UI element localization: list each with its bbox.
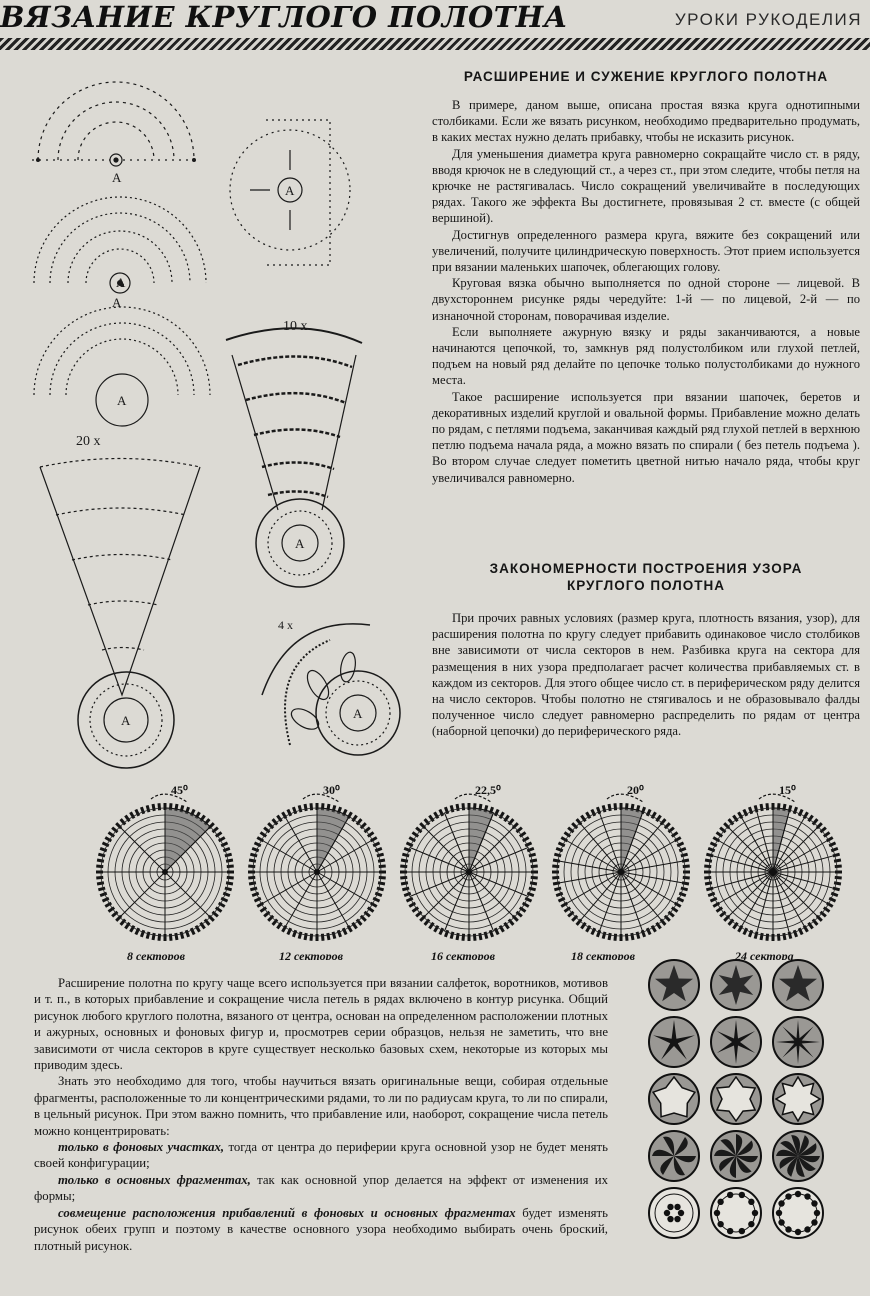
motif-item bbox=[711, 1074, 761, 1124]
center-letter: А bbox=[116, 275, 126, 290]
emphasis: только в фоновых участках, bbox=[58, 1140, 225, 1155]
list-item bbox=[34, 1139, 608, 1172]
motif-item bbox=[711, 1188, 761, 1238]
diagram-semicircle-1 bbox=[32, 82, 200, 166]
sector-circle bbox=[704, 783, 842, 960]
sector-circle bbox=[96, 783, 234, 960]
motif-item bbox=[649, 1131, 699, 1181]
section-heading: КРУГЛОГО ПОЛОТНА bbox=[566, 578, 726, 593]
sector-circle bbox=[400, 783, 538, 960]
sector-angle-label: 45⁰ bbox=[171, 783, 188, 797]
sector-angle-label: 22,5⁰ bbox=[475, 783, 501, 797]
center-letter: А bbox=[353, 706, 363, 721]
center-letter: А bbox=[112, 170, 122, 185]
motif-item bbox=[711, 1017, 761, 1067]
bottom-text bbox=[34, 975, 608, 1254]
paragraph: Если выполняете ажурную вязку и ряды заканчиваются, а новые начинаются цепочкой, то, замкнув ряд полустолбиком или глухой петлей, подъем на новый ряд делайте по цепочке только полустолбиками до нужного места. bbox=[432, 324, 860, 388]
section-heading: ЗАКОНОМЕРНОСТИ ПОСТРОЕНИЯ УЗОРА bbox=[489, 561, 803, 576]
sector-caption: 16 секторов bbox=[431, 949, 495, 960]
paragraph: В примере, даном выше, описана простая вязка круга однотипными столбиками. Если же вязать рисунком, необходимо предварительно продумать, в каких местах нужно делать прибавку, чтобы не исказить рисунок. bbox=[432, 98, 860, 145]
sector-angle-label: 15⁰ bbox=[779, 783, 796, 797]
paragraph: Достигнув определенного размера круга, вяжите без сокращений или увеличений, получите цилиндрическую поверхность. Этот прием используется при вязании маленьких шапочек, облегающих голову. bbox=[432, 227, 860, 275]
sector-caption: 24 сектора bbox=[735, 949, 794, 960]
item-text: так как основной упор делается на эффект от изменения их формы; bbox=[34, 1172, 609, 1204]
sector-circle bbox=[248, 783, 386, 960]
list-item bbox=[34, 1172, 608, 1205]
paragraph: Такое расширение используется при вязании шапочек, беретов и декоративных изделий круглой и овальной формы. Прибавление можно делать по рядам, с петлями подъема, заканчивая каждый ряд глухой петлей в верхнюю петлю подъема начала ряда, а можно вязать по спирали ( без петель подъема ). Во втором случае следует пометить цветной нитью начало ряда, чтобы круг увеличивался равномерно. bbox=[432, 389, 860, 485]
paragraph: Для уменьшения диаметра круга равномерно сокращайте число ст. в ряду, вводя крючок не в следующий ст., а через ст., при этом следите, чтобы петля на крючке не растягивалась. Число сокращений увеличивайте в последующих рядах. Такого же эффекта Вы достигнете, провязывая 2 ст. вместе (с общей вершиной). bbox=[432, 146, 860, 226]
sector-circle bbox=[552, 783, 690, 960]
item-text: будет изменять рисунок обеих групп и поэтому в качестве основного узора необходимо выбирать очень броский, плотный рисунок. bbox=[34, 1205, 608, 1253]
emphasis: совмещение расположения прибавлений в фоновых и основных фрагментах bbox=[58, 1205, 516, 1220]
diagram-halfcircle-3 bbox=[34, 307, 210, 426]
repeat-label: 10 х bbox=[283, 319, 308, 334]
sector-caption: 8 секторов bbox=[127, 949, 185, 960]
sector-angle-label: 30⁰ bbox=[323, 783, 340, 797]
center-letter: А bbox=[295, 536, 305, 551]
sector-angle-label: 20⁰ bbox=[627, 783, 644, 797]
paragraph: При прочих равных условиях (размер круга, плотность вязания, узор), для расширения полотна по кругу следует прибавить одинаковое число столбиков вне зависимоти от числа секторов в нем. Разбивка круга на сектора для размещения в них узора предполагает расчет количества прибавляемых ст. в каждом из секторов. Для этого общее число ст. в периферическом ряду делится на число секторов. Чтобы полотно не стягивалось и не образовывало фалды полученное число следует равномерно распределить по рядам от центра (наборной цепочки) до периферического ряда. bbox=[432, 611, 860, 739]
diagram-tower-6 bbox=[226, 328, 362, 587]
item-text: тогда от центра до периферии круга основной узор не будет менять своей конфигурации; bbox=[34, 1140, 608, 1171]
diagram-wedge-4 bbox=[40, 459, 200, 769]
motif-item bbox=[711, 960, 761, 1010]
motif-item bbox=[649, 1074, 699, 1124]
paragraph: Знать это необходимо для того, чтобы научиться вязать оригинальные вещи, собирая отдельные фрагменты, расположенные то ли концентрическими рядами, то ли по радиусам круга, то ли по спирали, в цельный рисунок. При этом важно помнить, что прибавление или, наоборот, сокращение числа петель можно концентрировать: bbox=[34, 1074, 608, 1138]
motif-item bbox=[649, 1188, 699, 1238]
motif-grid bbox=[640, 955, 865, 1245]
center-letter: А bbox=[112, 295, 122, 310]
section-heading: РАСШИРЕНИЕ И СУЖЕНИЕ КРУГЛОГО ПОЛОТНА bbox=[463, 69, 829, 84]
section-expansion bbox=[432, 68, 860, 486]
list-item bbox=[34, 1205, 608, 1254]
center-letter: А bbox=[121, 713, 131, 728]
sector-caption: 18 секторов bbox=[571, 949, 635, 960]
center-letter: А bbox=[285, 183, 295, 198]
crochet-diagrams bbox=[0, 55, 440, 785]
motif-item bbox=[773, 1074, 823, 1124]
repeat-label: 20 х bbox=[76, 434, 101, 449]
sector-caption: 12 секторов bbox=[279, 949, 343, 960]
motif-item bbox=[773, 1188, 823, 1238]
section-patterns bbox=[432, 560, 860, 740]
page-title: ВЯЗАНИЕ КРУГЛОГО ПОЛОТНА bbox=[0, 0, 568, 34]
center-letter: А bbox=[117, 393, 127, 408]
diagram-petal-7 bbox=[262, 624, 400, 755]
section-label: УРОКИ РУКОДЕЛИЯ bbox=[674, 10, 862, 29]
paragraph: Круговая вязка обычно выполняется по одной стороне — лицевой. В двухстороннем рисунке ряды чередуйте: 1-й — по лицевой, 2-й — по изнаночной сторонам, поворачивая изделие. bbox=[432, 276, 860, 323]
motif-item bbox=[711, 1131, 761, 1181]
sector-circles bbox=[88, 775, 868, 960]
emphasis: только в основных фрагментах, bbox=[58, 1172, 251, 1187]
repeat-label: 4 х bbox=[278, 618, 293, 632]
motif-item bbox=[773, 1131, 823, 1181]
motif-item bbox=[773, 960, 823, 1010]
sector-circles-row bbox=[88, 775, 868, 960]
header-divider bbox=[0, 38, 870, 50]
motif-item bbox=[649, 960, 699, 1010]
motif-item bbox=[773, 1017, 823, 1067]
motif-item bbox=[649, 1017, 699, 1067]
paragraph: Расширение полотна по кругу чаще всего используется при вязании салфеток, воротников, мотивов и т. п., в которых прибавление и сокращение числа петель в рядах включено в контур рисунка. Общий рисунок любого круглого полотна, вязаного от центра, основан на определенном расположении плотных и ажурных, основных и фоновых фигур и, просмотрев серии образцов, нельзя не заметить, что вне зависимоти от числа секторов в круге существует несколько базовых схем, некоторые из которых мы приводим здесь. bbox=[34, 976, 608, 1073]
